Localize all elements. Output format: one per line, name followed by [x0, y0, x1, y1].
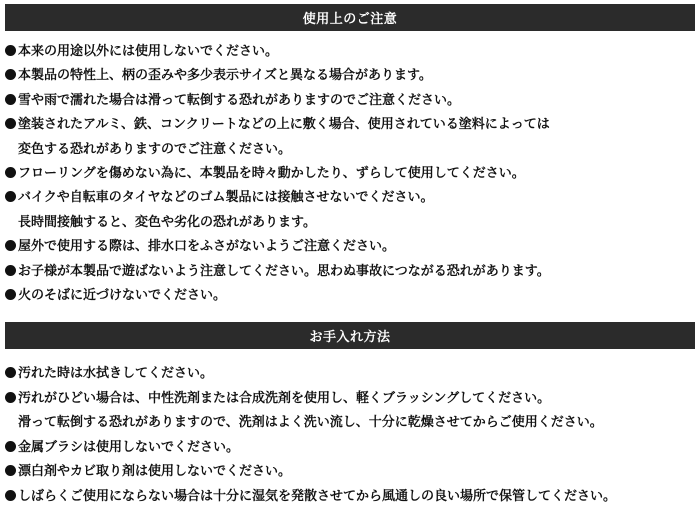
bullet-icon — [5, 265, 16, 276]
bullet-icon — [5, 367, 16, 378]
item-text-continuation: 長時間接触すると、変色や劣化の恐れがあります。 — [18, 214, 316, 230]
bullet-icon — [5, 69, 16, 80]
section-title: お手入れ方法 — [309, 330, 391, 346]
bullet-icon — [5, 441, 16, 452]
list-item — [5, 460, 695, 484]
list-item — [5, 362, 695, 386]
item-text: バイクや自転車のタイヤなどのゴム製品には接触させないでください。 — [18, 190, 434, 206]
usage-cautions-list — [5, 40, 695, 308]
item-text: 屋外で使用する際は、排水口をふさがないようご注意ください。 — [18, 239, 396, 255]
bullet-icon — [5, 45, 16, 56]
item-text: 金属ブラシは使用しないでください。 — [18, 439, 240, 455]
item-text: 火のそばに近づけないでください。 — [18, 288, 227, 304]
list-item — [5, 186, 695, 235]
item-text: 汚れた時は水拭きしてください。 — [18, 366, 214, 382]
list-item — [5, 64, 695, 88]
section-header-care-method — [5, 322, 695, 349]
item-text: しばらくご使用にならない場合は十分に湿気を発散させてから風通しの良い場所で保管してください。 — [18, 488, 617, 504]
list-item — [5, 436, 695, 460]
section-header-usage-cautions — [5, 4, 695, 31]
list-item — [5, 235, 695, 259]
item-text: 雪や雨で濡れた場合は滑って転倒する恐れがありますのでご注意ください。 — [18, 92, 461, 108]
list-item — [5, 162, 695, 186]
bullet-icon — [5, 167, 16, 178]
list-item — [5, 387, 695, 436]
item-text: フローリングを傷めない為に、本製品を時々動かしたり、ずらして使用してください。 — [18, 166, 525, 182]
care-method-list — [5, 362, 695, 508]
item-text: 漂白剤やカビ取り剤は使用しないでください。 — [18, 464, 292, 480]
item-text: 本来の用途以外には使用しないでください。 — [18, 44, 279, 59]
list-item — [5, 485, 695, 509]
section-title: 使用上のご注意 — [302, 12, 398, 27]
bullet-icon — [5, 490, 16, 501]
bullet-icon — [5, 94, 16, 105]
list-item — [5, 284, 695, 308]
list-item — [5, 260, 695, 284]
item-text: 汚れがひどい場合は、中性洗剤または合成洗剤を使用し、軽くブラッシングしてください。 — [18, 390, 551, 406]
item-text: 塗装されたアルミ、鉄、コンクリートなどの上に敷く場合、使用されている塗料によっては — [18, 117, 550, 133]
item-text-continuation: 変色する恐れがありますのでご注意ください。 — [18, 141, 292, 157]
bullet-icon — [5, 118, 16, 129]
item-text: 本製品の特性上、柄の歪みや多少表示サイズと異なる場合があります。 — [18, 68, 432, 84]
bullet-icon — [5, 465, 16, 476]
item-text: お子様が本製品で遊ばないよう注意してください。思わぬ事故につながる恐れがあります。 — [18, 263, 550, 279]
bullet-icon — [5, 289, 16, 300]
list-item — [5, 89, 695, 113]
bullet-icon — [5, 240, 16, 251]
bullet-icon — [5, 392, 16, 403]
item-text-continuation: 滑って転倒する恐れがありますので、洗剤はよく洗い流し、十分に乾燥させてからご使用ください。 — [18, 415, 603, 431]
bullet-icon — [5, 191, 16, 202]
list-item — [5, 40, 695, 64]
list-item — [5, 113, 695, 162]
